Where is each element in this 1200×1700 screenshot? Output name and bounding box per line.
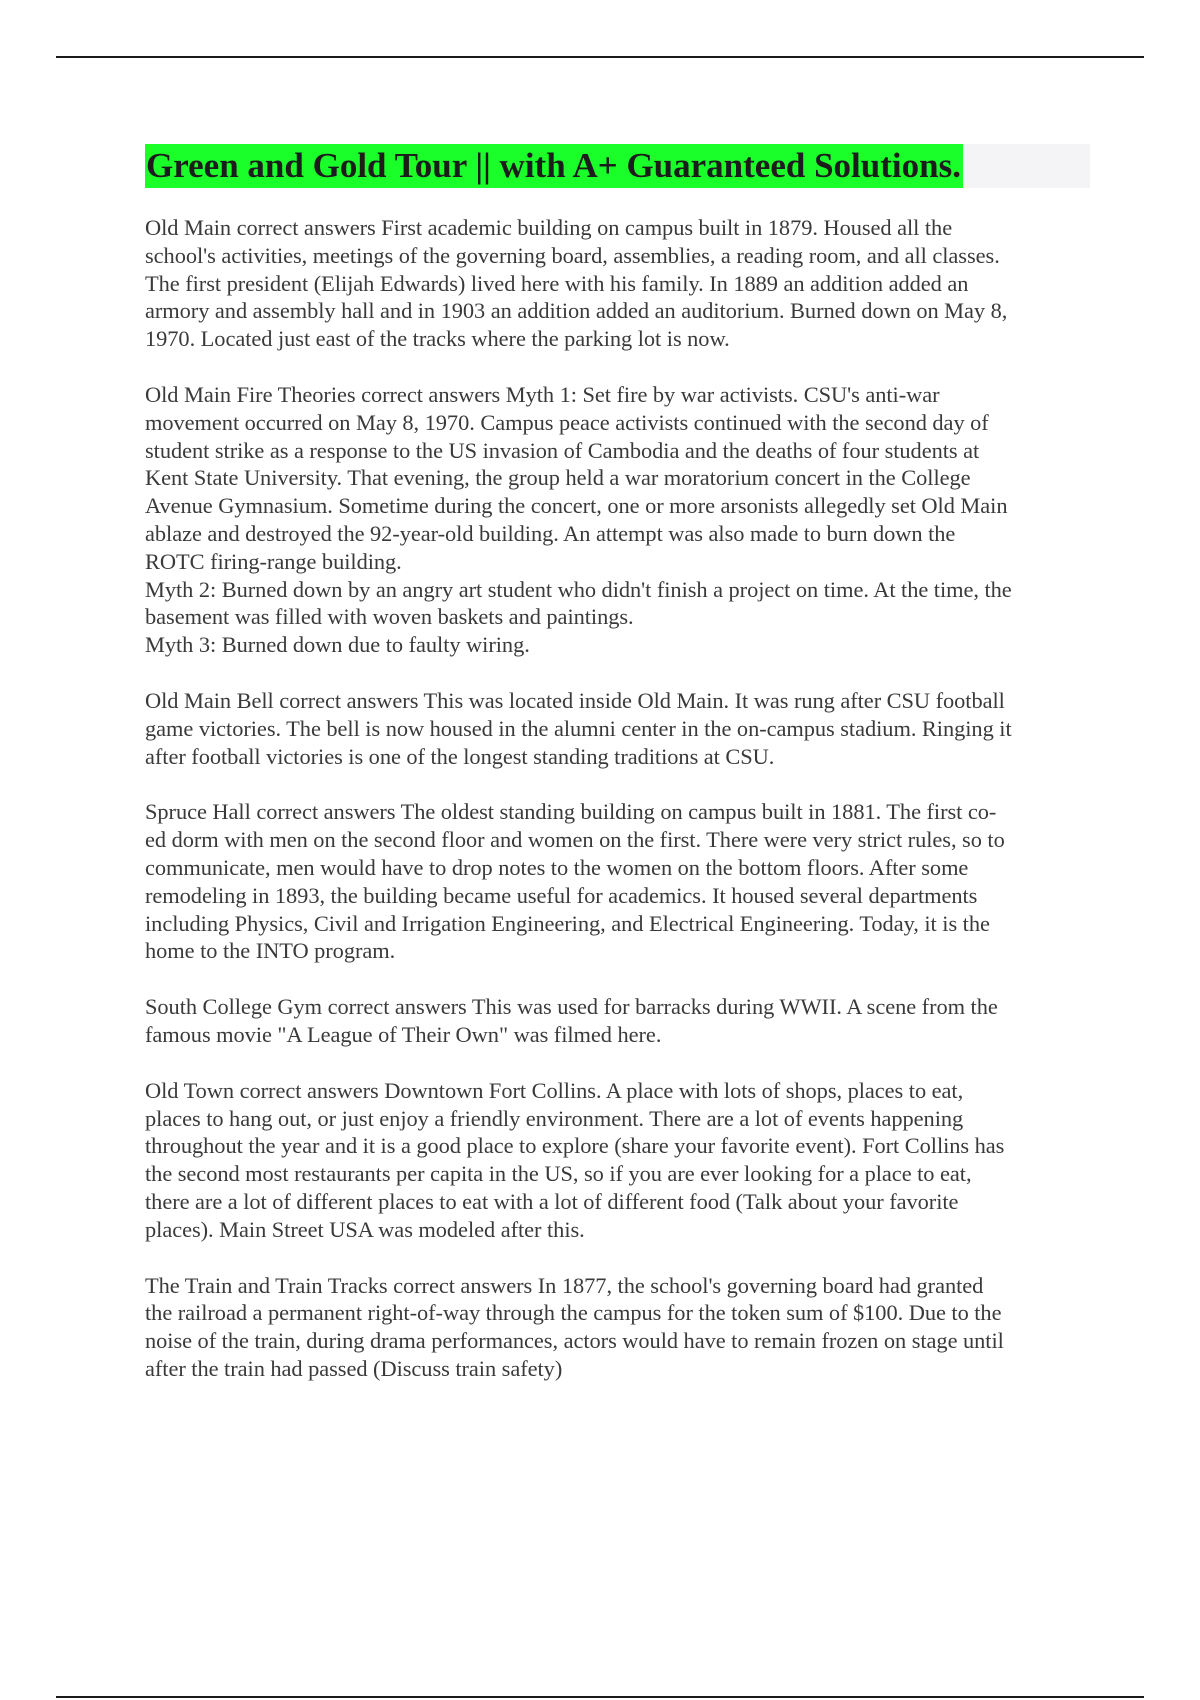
paragraph-line: movement occurred on May 8, 1970. Campus peace activists continued with the second day of <box>145 409 989 435</box>
paragraph-line: throughout the year and it is a good place to explore (share your favorite event). Fort Collins has <box>145 1133 1005 1159</box>
paragraph-line: South College Gym correct answers This was used for barracks during WWII. A scene from the <box>145 994 998 1020</box>
paragraph-line: there are a lot of different places to eat with a lot of different food (Talk about your favorite <box>145 1188 959 1214</box>
paragraph-line: Old Main Fire Theories correct answers Myth 1: Set fire by war activists. CSU's anti-war <box>145 381 940 407</box>
paragraph-line: the railroad a permanent right-of-way through the campus for the token sum of $100. Due to the <box>145 1300 1002 1326</box>
paragraph-line: the second most restaurants per capita in the US, so if you are ever looking for a place to eat, <box>145 1161 972 1187</box>
paragraph-line: famous movie "A League of Their Own" was filmed here. <box>145 1021 662 1047</box>
paragraph-line: ed dorm with men on the second floor and women on the first. There were very strict rules, so to <box>145 827 1005 853</box>
paragraph-line: Old Town correct answers Downtown Fort Collins. A place with lots of shops, places to eat, <box>145 1077 964 1103</box>
paragraph-line: Old Main correct answers First academic building on campus built in 1879. Housed all the <box>145 215 953 240</box>
paragraph-line: 1970. Located just east of the tracks where the parking lot is now. <box>145 326 730 352</box>
paragraph-line: noise of the train, during drama performances, actors would have to remain frozen on stage until <box>145 1328 1004 1354</box>
paragraph-line: Avenue Gymnasium. Sometime during the concert, one or more arsonists allegedly set Old Main <box>145 493 1008 519</box>
paragraph-line: basement was filled with woven baskets and paintings. <box>145 604 634 630</box>
paragraph-line: The first president (Elijah Edwards) lived here with his family. In 1889 an addition added an <box>145 270 969 296</box>
paragraph-line: armory and assembly hall and in 1903 an addition added an auditorium. Burned down on May 8, <box>145 298 1008 324</box>
paragraph-line: ROTC firing-range building. <box>145 548 402 574</box>
paragraph-line: Spruce Hall correct answers The oldest standing building on campus built in 1881. The first co- <box>145 799 997 825</box>
paragraph-line: remodeling in 1893, the building became useful for academics. It housed several departments <box>145 882 978 908</box>
answer-paragraph <box>145 1272 1090 1383</box>
title-band <box>145 144 1090 188</box>
document-title: Green and Gold Tour || with A+ Guaranteed Solutions. <box>145 144 963 188</box>
answer-paragraph <box>145 687 1090 770</box>
paragraph-line: game victories. The bell is now housed in the alumni center in the on-campus stadium. Ringing it <box>145 715 1012 741</box>
paragraph-line: places to hang out, or just enjoy a friendly environment. There are a lot of events happening <box>145 1105 964 1131</box>
paragraph-line: student strike as a response to the US invasion of Cambodia and the deaths of four students at <box>145 437 980 463</box>
paragraph-line: after football victories is one of the longest standing traditions at CSU. <box>145 743 775 769</box>
paragraph-line: school's activities, meetings of the governing board, assemblies, a reading room, and all classes. <box>145 242 1000 268</box>
paragraph-line: ablaze and destroyed the 92-year-old building. An attempt was also made to burn down the <box>145 520 956 546</box>
answer-paragraph <box>145 798 1090 965</box>
paragraph-line: after the train had passed (Discuss train safety) <box>145 1355 563 1381</box>
answer-paragraph <box>145 214 1090 353</box>
answer-paragraph <box>145 1077 1090 1244</box>
paragraph-line: places). Main Street USA was modeled after this. <box>145 1216 585 1242</box>
answer-paragraph <box>145 993 1090 1049</box>
bottom-divider <box>56 1696 1144 1698</box>
paragraph-line: Myth 2: Burned down by an angry art student who didn't finish a project on time. At the time, the <box>145 576 1012 602</box>
top-divider <box>56 56 1144 58</box>
document-body <box>145 144 1090 1411</box>
paragraph-line: The Train and Train Tracks correct answers In 1877, the school's governing board had granted <box>145 1272 984 1298</box>
paragraph-line: including Physics, Civil and Irrigation Engineering, and Electrical Engineering. Today, it is the <box>145 910 990 936</box>
paragraph-line: Kent State University. That evening, the group held a war moratorium concert in the College <box>145 465 971 491</box>
paragraph-line: Myth 3: Burned down due to faulty wiring. <box>145 632 530 658</box>
paragraph-line: home to the INTO program. <box>145 938 396 964</box>
answer-paragraph <box>145 381 1090 659</box>
paragraph-line: communicate, men would have to drop notes to the women on the bottom floors. After some <box>145 854 969 880</box>
paragraph-line: Old Main Bell correct answers This was located inside Old Main. It was rung after CSU football <box>145 687 1005 713</box>
paragraph-list <box>145 214 1090 1383</box>
